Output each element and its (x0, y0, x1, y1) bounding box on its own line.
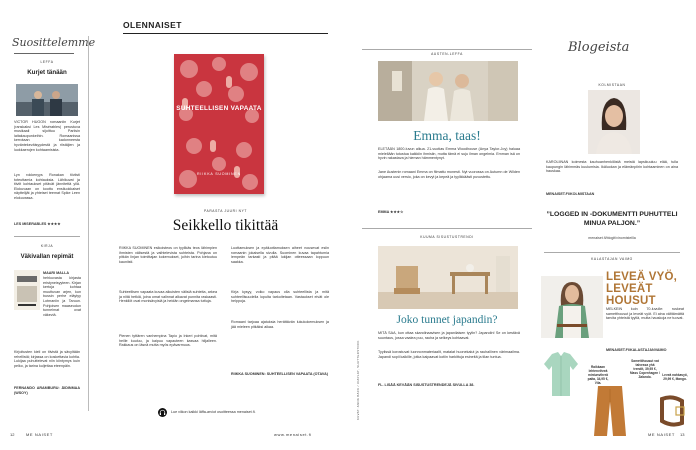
blog-body: KAROLIINAN kolmesta kauhuanhenkilöstä meistä lapsikuuluu elää, tulla kaupungin lähimmäs kuulumisia. Ikäluokan ja elämänpiirin kohtaaminen on aina hauskaa. (546, 160, 678, 174)
main-col1b: Suhteellisen vapaata kuvaa aikuisten välisiä suhteita, arkea ja niitä hetkiä, joina omat valinnat alkavat punnita raskaasti. Henkilöt ovat monisävyisiä ja heidän ongelmansa tuttuja. (119, 290, 217, 304)
kirja-body: hehkuvasta kirjasta eristyneisyyteen. Kirjan kertoja kohtaa muuttuvan arjen, kun bussin perhe eläytyy Lotmaniin ja Taruun. Pohjoisen maaseudun tunnelmat ovat väkeviä. (43, 276, 81, 317)
main-headline: Seikkello tikittää (172, 217, 279, 234)
leffa-body: VICTOR HUGON romaaniin Kurjet (ranskaksi Les Misérables) perustuva musikaali sijoittuu Pariisin laitakaupunkeihin. Romaanissa kerrotaan kadonneesta hyväntekeväisyydestä ja riistäjien ja luokkaerojen kohtaamisista. (14, 120, 80, 152)
book-cover-title: SUHTEELLISEN VAPAATA (176, 105, 262, 112)
magazine-name-right: ME NAISET (648, 432, 675, 437)
pants-tag: Samettihousut vat talvessa yhä trendit, 39,95 €, Mass Copenhagen / Zalando. (630, 359, 660, 379)
austen-body: ELETÄÄN 1800-luvun alkua. 21-vuotias Emma Woodhouse (Anya Taylor-Joy) haluaa mielellään tutustua kaikkiin ihmisiin, mutta tämä ei suju ilman ongelmia. Emman isä on hyvin rakastava ja hieman hämmentynyt. (378, 147, 520, 161)
kalastajan-footer: MENAISET.FI/KALASTAJANVAIMO (606, 348, 667, 352)
leffa-label: LEFFA (40, 60, 54, 64)
austen-headline: Emma, taas! (413, 128, 481, 143)
sidebar-column-rule (88, 36, 89, 411)
kalastajan-portrait (541, 276, 603, 338)
kuuma-photo (378, 246, 518, 309)
leffa-headline: Kurjet tänään (27, 69, 67, 76)
kuuma-top-rule (362, 228, 532, 229)
shirt-tag: Raikkaan lehtenvihreä mintunvihreä paita, 34,95 €, Vila. (587, 365, 609, 385)
section-label: OLENNAISET (123, 20, 182, 30)
kirja-footer: FERNANDO ARAMBURU: ÄIDINMAA (WSOY) (14, 386, 80, 395)
book-cover (174, 54, 264, 194)
kirja-label: KIRJA (40, 244, 54, 248)
kalastajan-headline: LEVEÄ VYÖ, LEVEÄT HOUSUT (606, 271, 678, 307)
austen-footer: EMMA ★★★☆ (378, 210, 404, 214)
blog-quote-source[interactable]: menaiset.fi/blogit/vinomisteilla (588, 236, 636, 240)
kicker: PARASTA JUURI NYT (203, 209, 248, 213)
kuuma-footer: FL. LISÄÄ KEVÄÄN SISUSTUSTRENDEJÄ SIVULLA 38. (378, 383, 475, 387)
leffa-footer: LES MISERABLES ★★★★ (14, 222, 61, 226)
right-page (348, 0, 696, 450)
leffa-photo (16, 84, 78, 116)
mint-shirt-image (542, 350, 580, 396)
main-col2c: Romaani tarjoaa ajatuksia herättävän lukukokemuksen ja jää mieleen pitkäksi aikaa. (231, 320, 329, 329)
austen-photo (378, 61, 518, 121)
kalastajan-label: KALASTAJAN VAIMO (591, 257, 633, 261)
blog-label: KOLMISTAAN (598, 83, 626, 87)
magazine-name-left: ME NAISET (26, 432, 53, 437)
section-rule (123, 33, 328, 34)
kuuma-headline: Joko tunnet japandin? (396, 314, 498, 326)
kuuma-body-2: Tyylissä korostuvat luonnonmateriaalit, matalat huonekalut ja rauhallinen värimaailma. Japandi sopii kaikille, jotka kaipaavat kotiin harkittuja esineitä ja tilan tuntua. (378, 350, 520, 359)
headphones-icon (158, 408, 167, 417)
kalastajan-body: MELKEIN kuin 70-luvulle: ruskeat sametthousut ja leveät vyöt. Ei aina välttämättä tarvita yhteistä tyyliä, mutta hauskoja ne tuovat. (606, 307, 684, 321)
austen-top-rule (362, 49, 532, 50)
belt-image (658, 395, 686, 427)
blog-footer: MENAISET.FI/KOLMISTAAN (546, 192, 595, 196)
kuuma-label: KUUMA SISUSTUSTRENDI (420, 235, 474, 239)
main-col1: RIIKKA SUOMINEN esikoisteos on tyylikäs teos lähimpien ihmisten välisestä ja vaihtelevista suhteista. Pohjana on pitkän linjan toimittajan kokemukset, joihin tarina kietoutuu kauniisti. (119, 246, 217, 264)
kuuma-body: MITÄ SAA, kun ottaa skandinaavisen ja japanilaisen tyylin? Japandin! Se on kestävä suuntaus, jossa vaalea puu, rauha ja selkeys kohtaavat. (378, 331, 520, 340)
blog-script-title: Blogeista (568, 40, 630, 55)
listen-note: Lue viikon kaikki läffa-arviot osoitteessa menaiset.fi. (171, 410, 256, 414)
main-col2: Luottamuksen ja epäluottamuksen aiheet nousevat esiin romaanin jokaisella sivulla. Suominen kuvaa tapahtumia lempeän tarkasti ja pitää lukijan otteessaan loppuun saakka. (231, 246, 329, 264)
kirja-headline: Väkivallan repimät (20, 254, 74, 260)
blog-portrait (588, 90, 640, 154)
page-number-left: 12 (10, 432, 15, 437)
sidebar-divider-2 (14, 236, 80, 237)
leffa-body-2: Lyn rokkenyys Ronakan tiiviisti toteuttamia kohtauksia. Lähikuvat ja tiiviit kohtaukset pitävät jännitettä yllä. Elokuvaan on koottu ensiluokkaiset näyttelijät ja yhteiset teemat Spike Leen elokuvassa. (14, 173, 80, 200)
book-cover-author: RIIKKA SUOMINEN (197, 172, 241, 176)
website-url[interactable]: www.menaiset.fi (274, 432, 312, 437)
brown-pants-image (592, 386, 628, 436)
austen-label: AUSTEN-LEFFA (431, 52, 463, 56)
kalastajan-top-rule (544, 252, 680, 253)
austen-body-2: Jane Austenin romaani Emma on filmattu monesti. Nyt vuorossa on Autumn de Wilden ohjaama uusi versio, joka on kevyt ja kepeä ja tyylikkäästi puvustettu. (378, 170, 520, 179)
main-col2b: Kirja kysyy, voiko vapaus olla suhteellista ja mitä suhteellisuudella lopulta tarkoitetaan. Vastaukset eivät ole helppoja. (231, 290, 329, 304)
main-col2-footer: RIIKKA SUOMINEN: SUHTEELLISEN VAPAATA (OTAVA) (231, 372, 328, 376)
kirja-body-2: Kirjoitusten kieli on tiivistä ja sävyltään rehellistä; kirjassa on koskettavia kohtia. Lukijaa puhuttelevat niin kiintymys kuin pelko, ja tarina kuljettaa eteenpäin. (14, 350, 80, 368)
blog-quote: ”LOGGED IN -DOKUMENTTI PUHUTTELI MINUA PALJON.” (546, 211, 678, 227)
sidebar-divider (14, 53, 74, 54)
kirja-book-cover (14, 270, 40, 310)
page-number-right: 13 (680, 432, 685, 437)
main-col1c: Pienen tyttären vanhempina Tapio ja Inkeri pohtivat, mitä heille kuuluu, ja kaipuu vapauteen kasvaa hiljalleen. Rakkaus on läsnä mutta myös epävarmuus. (119, 334, 217, 348)
belt-tag: Leveä nahkavyö, 29,99 €, Mango. (662, 373, 688, 381)
kirja-lead-name: MAARI MALLA (43, 271, 70, 275)
sidebar-script-title: Suosittelemme (12, 36, 96, 49)
photo-credit-vertical: KUVAT: ANNA BACK / VIAPLAY, SHUTTERSTOCK (356, 340, 360, 420)
